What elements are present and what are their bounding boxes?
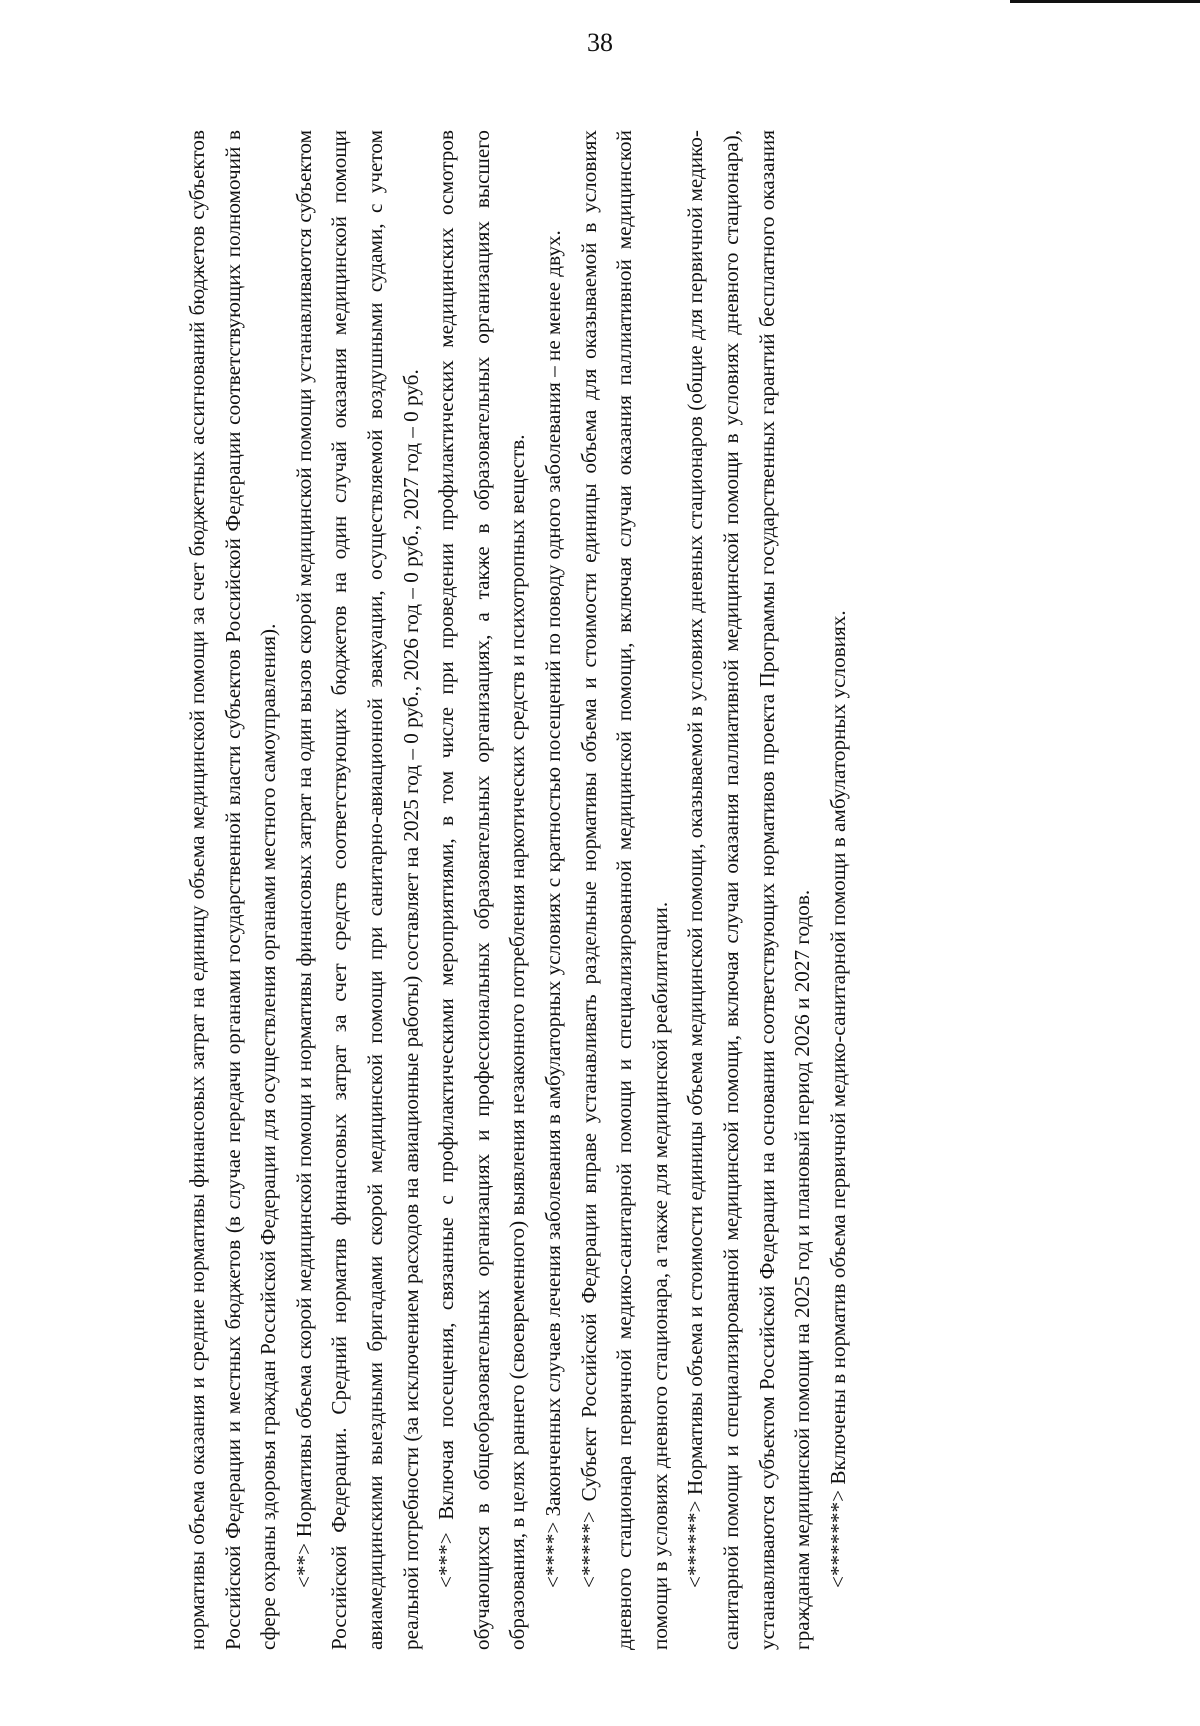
footnote-5: <*****> Субъект Российской Федерации вправе устанавливать раздельные нормативы объема и стоимости единицы объема для оказываемой в условиях дневного стационара первичной медико-санитарной помощи и специализированной медицинской помощи, включая случаи оказания паллиативной медицинской помощи в условиях дневного стационара, а также для медицинской реабилитации. (576, 130, 672, 1650)
footnote-7: <*******> Включены в норматив объема первичной медико-санитарной помощи в амбулаторных условиях. (825, 610, 850, 1588)
top-rule (1010, 0, 1200, 3)
footnotes-text-block (180, 130, 856, 1650)
page-number: 38 (587, 28, 613, 57)
footnote-2: <**> Нормативы объема скорой медицинской помощи и нормативы финансовых затрат на один вызов скорой медицинской помощи устанавливаются субъектом Российской Федерации. Средний норматив финансовых затрат за счет средств соответствующих бюджетов на один случай оказания медицинской помощи авиамедицинскими выездными бригадами скорой медицинской помощи при санитарно-авиационной эвакуации, осуществляемой воздушными судами, с учетом реальной потребности (за исключением расходов на авиационные работы) составляет на 2025 год – 0 руб., 2026 год – 0 руб., 2027 год – 0 руб. (291, 130, 423, 1650)
paragraph-continuation: нормативы объема оказания и средние нормативы финансовых затрат на единицу объема медицинской помощи за счет бюджетных ассигнований бюджетов субъектов Российской Федерации и местных бюджетов (в случае передачи органами государственной власти субъектов Российской Федерации соответствующих полномочий в сфере охраны здоровья граждан Российской Федерации для осуществления органами местного самоуправления). (185, 130, 281, 1650)
footnote-4: <****> Законченных случаев лечения заболевания в амбулаторных условиях с кратностью посещений по поводу одного заболевания – не менее двух. (540, 230, 565, 1588)
rotated-page-content (180, 130, 1100, 1650)
footnote-3: <***> Включая посещения, связанные с профилактическими мероприятиями, в том числе при проведении профилактических медицинских осмотров обучающихся в общеобразовательных организациях и профессиональных образовательных организациях, а также в образовательных организациях высшего образования, в целях раннего (своевременного) выявления незаконного потребления наркотических средств и психотропных веществ. (434, 130, 530, 1650)
footnote-6: <******> Нормативы объема и стоимости единицы объема медицинской помощи, оказываемой в условиях дневных стационаров (общие для первичной медико-санитарной помощи и специализированной медицинской помощи, включая случаи оказания паллиативной медицинской помощи в условиях дневного стационара), устанавливаются субъектом Российской Федерации на основании соответствующих нормативов проекта Программы государственных гарантий бесплатного оказания гражданам медицинской помощи на 2025 год и плановый период 2026 и 2027 годов. (683, 130, 815, 1650)
